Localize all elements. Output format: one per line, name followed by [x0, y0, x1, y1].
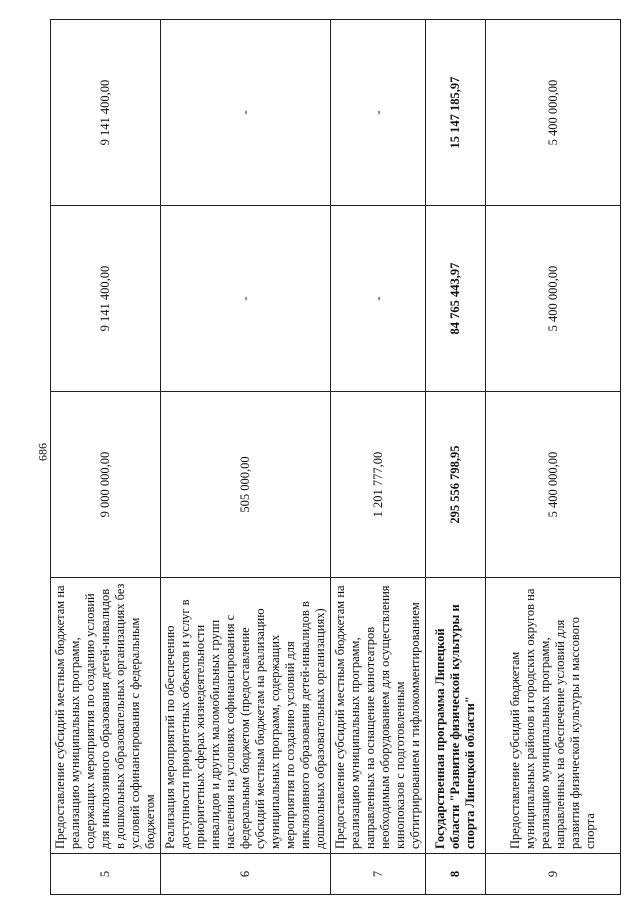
row-description: Государственная программа Липецкой области "Развитие физической культуры и спорта Липецкой области" — [426, 578, 486, 854]
amount-column-1: 1 201 777,00 — [331, 392, 426, 578]
table-row — [51, 20, 161, 895]
budget-table — [50, 19, 621, 895]
page-number: 686 — [35, 443, 50, 461]
amount-column-3: - — [331, 20, 426, 206]
row-description: Предоставление субсидий местным бюджетам на реализацию муниципальных программ, направленных на оснащение кинотеатров необходимым оборудованием для осуществления кинопоказов с подготовленным субтитрированием и тифлокомментированием — [331, 578, 426, 854]
amount-column-1: 505 000,00 — [161, 392, 331, 578]
amount-column-2: - — [331, 206, 426, 392]
amount-column-2: - — [161, 206, 331, 392]
row-number: 9 — [486, 854, 621, 895]
table-row — [426, 20, 486, 895]
amount-column-1: 295 556 798,95 — [426, 392, 486, 578]
row-description: Предоставление субсидий местным бюджетам на реализацию муниципальных программ, содержащих мероприятия по созданию условий для инклюзивного образования детей-инвалидов в дошкольных образовательных организациях без условий софинансирования с федеральным бюджетом — [51, 578, 161, 854]
amount-column-3: 5 400 000,00 — [486, 20, 621, 206]
row-number: 5 — [51, 854, 161, 895]
amount-column-1: 9 000 000,00 — [51, 392, 161, 578]
row-description: Предоставление субсидий бюджетам муниципальных районов и городских округов на реализацию муниципальных программ, направленных на обеспечение условий для развития физической культуры и массового спорта — [486, 578, 621, 854]
amount-column-2: 9 141 400,00 — [51, 206, 161, 392]
rotated-page-content — [50, 40, 610, 895]
amount-column-1: 5 400 000,00 — [486, 392, 621, 578]
row-number: 8 — [426, 854, 486, 895]
row-description: Реализация мероприятий по обеспечению доступности приоритетных объектов и услуг в приоритетных сферах жизнедеятельности инвалидов и других маломобильных групп населения на условиях софинансирования с федеральным бюджетом (предоставление субсидий местным бюджетам на реализацию муниципальных программ, содержащих мероприятия по созданию условий для инклюзивного образования детей-инвалидов в дошкольных образовательных организациях) — [161, 578, 331, 854]
amount-column-3: 9 141 400,00 — [51, 20, 161, 206]
amount-column-3: - — [161, 20, 331, 206]
amount-column-2: 84 765 443,97 — [426, 206, 486, 392]
table-row — [486, 20, 621, 895]
table-row — [331, 20, 426, 895]
row-number: 6 — [161, 854, 331, 895]
amount-column-3: 15 147 185,97 — [426, 20, 486, 206]
row-number: 7 — [331, 854, 426, 895]
table-row — [161, 20, 331, 895]
amount-column-2: 5 400 000,00 — [486, 206, 621, 392]
